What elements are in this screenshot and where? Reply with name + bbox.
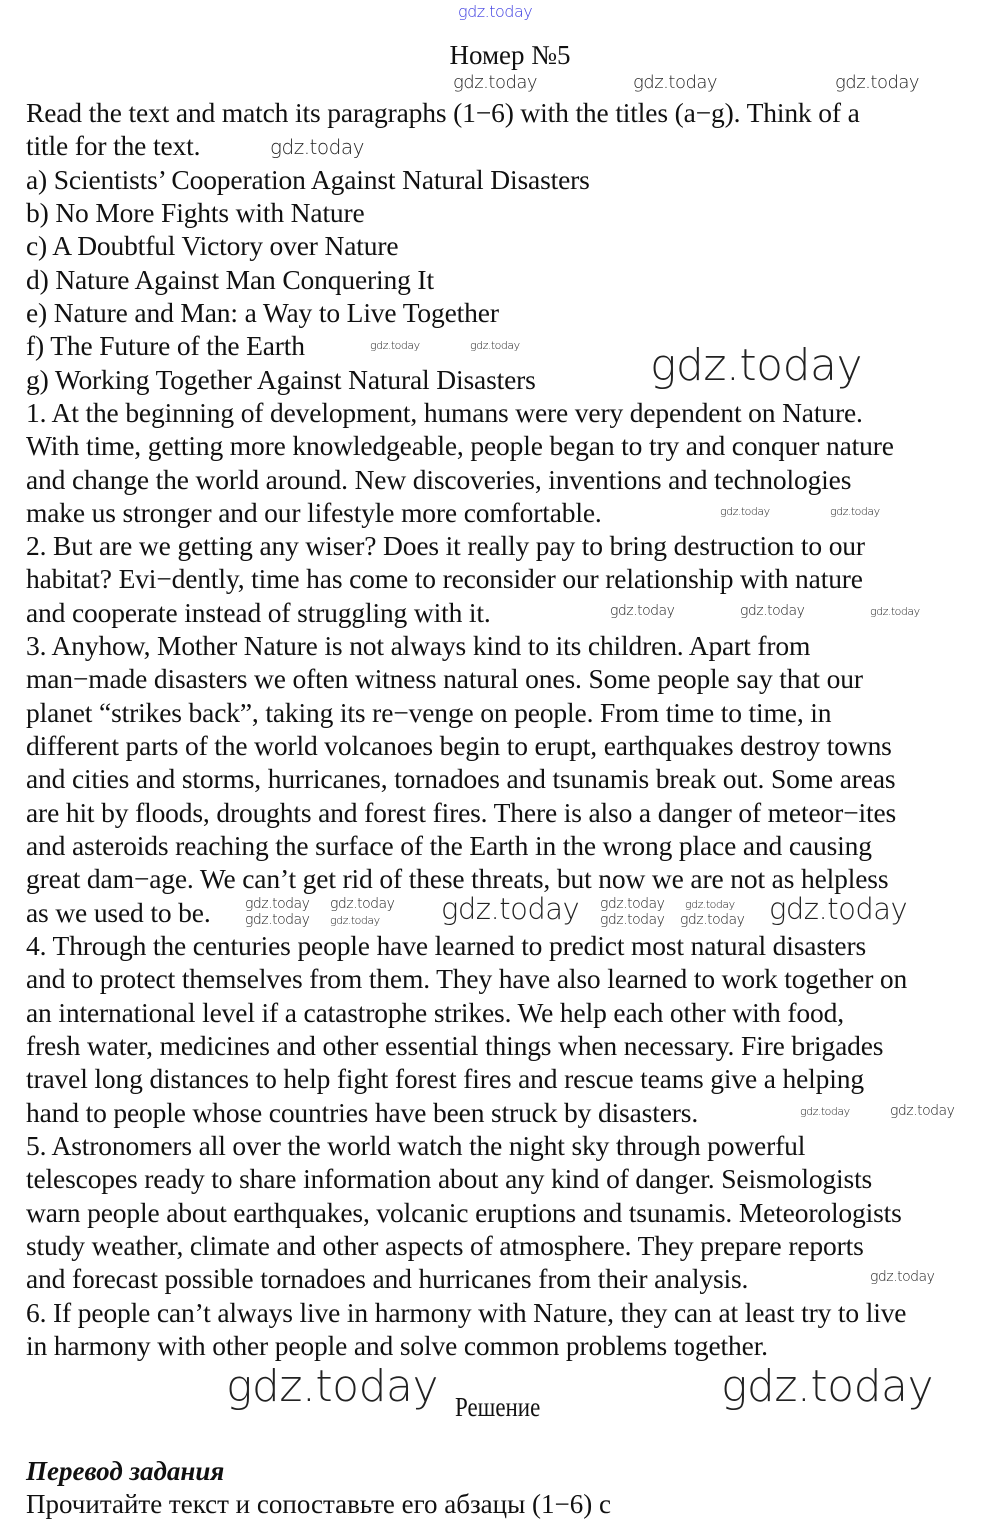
text-line: warn people about earthquakes, volcanic eruptions and tsunamis. Meteorologists <box>26 1196 902 1228</box>
text-line: 5. Astronomers all over the world watch the night sky through powerful <box>26 1129 806 1161</box>
watermark: gdz.today <box>721 1361 934 1412</box>
text-line: study weather, climate and other aspects of atmosphere. They prepare reports <box>26 1229 864 1261</box>
text-line: make us stronger and our lifestyle more comfortable. <box>26 496 602 528</box>
text-line: and change the world around. New discoveries, inventions and technologies <box>26 463 852 495</box>
watermark: gdz.today <box>830 505 880 518</box>
text-line: hand to people whose countries have been struck by disasters. <box>26 1096 699 1128</box>
text-line: a) Scientists’ Cooperation Against Natural Disasters <box>26 163 590 195</box>
watermark: gdz.today <box>870 1269 935 1285</box>
translation-heading: Перевод задания <box>26 1456 225 1486</box>
text-line: in harmony with other people and solve common problems together. <box>26 1329 768 1361</box>
watermark: gdz.today <box>270 135 364 159</box>
text-line: d) Nature Against Man Conquering It <box>26 263 434 295</box>
watermark: gdz.today <box>245 896 310 912</box>
watermark-link[interactable]: gdz.today <box>458 2 533 21</box>
watermark: gdz.today <box>870 605 920 618</box>
text-line: travel long distances to help fight forest fires and rescue teams give a helping <box>26 1063 864 1095</box>
watermark: gdz.today <box>720 505 770 518</box>
watermark: gdz.today <box>680 912 745 928</box>
watermark: gdz.today <box>470 339 520 352</box>
watermark: gdz.today <box>226 1361 439 1412</box>
text-line: planet “strikes back”, taking its re−venge on people. From time to time, in <box>26 696 832 728</box>
text-line: With time, getting more knowledgeable, people began to try and conquer nature <box>26 430 894 462</box>
text-line: b) No More Fights with Nature <box>26 196 365 228</box>
text-line: an international level if a catastrophe strikes. We help each other with food, <box>26 996 844 1028</box>
text-line: 3. Anyhow, Mother Nature is not always kind to its children. Apart from <box>26 630 811 662</box>
watermark: gdz.today <box>890 1103 955 1119</box>
watermark: gdz.today <box>370 339 420 352</box>
text-line: and to protect themselves from them. They have also learned to work together on <box>26 963 908 995</box>
text-line: man−made disasters we often witness natural ones. Some people say that our <box>26 663 863 695</box>
text-line: different parts of the world volcanoes begin to erupt, earthquakes destroy towns <box>26 730 892 762</box>
text-line: 4. Through the centuries people have learned to predict most natural disasters <box>26 930 867 961</box>
solution-label: Решение <box>455 1392 541 1422</box>
text-line: great dam−age. We can’t get rid of these threats, but now we are not as helpless <box>26 863 889 895</box>
watermark: gdz.today <box>600 896 665 912</box>
watermark: gdz.today <box>740 603 805 619</box>
text-line: c) A Doubtful Victory over Nature <box>26 230 399 262</box>
text-line: habitat? Evi−dently, time has come to reconsider our relationship with nature <box>26 563 863 595</box>
text-line: and forecast possible tornadoes and hurricanes from their analysis. <box>26 1263 749 1295</box>
watermark: gdz.today <box>330 896 395 912</box>
page-title: Номер №5 <box>449 40 571 70</box>
watermark: gdz.today <box>600 912 665 928</box>
text-line: 1. At the beginning of development, humans were very dependent on Nature. <box>26 396 863 428</box>
text-line: fresh water, medicines and other essential things when necessary. Fire brigades <box>26 1029 884 1061</box>
text-line: Read the text and match its paragraphs (1−6) with the titles (a−g). Think of a <box>26 97 860 128</box>
watermark: gdz.today <box>633 72 718 93</box>
text-line: title for the text. <box>26 130 201 162</box>
text-line: f) The Future of the Earth <box>26 330 305 362</box>
watermark: gdz.today <box>769 892 908 926</box>
watermark: gdz.today <box>835 72 920 93</box>
translation-text: Прочитайте текст и сопоставьте его абзацы (1−6) с <box>26 1489 611 1519</box>
text-line: telescopes ready to share information about any kind of danger. Seismologists <box>26 1163 873 1195</box>
watermark: gdz.today <box>245 912 310 928</box>
watermark: gdz.today <box>685 898 735 911</box>
text-line: and cities and storms, hurricanes, tornadoes and tsunamis break out. Some areas <box>26 763 896 795</box>
watermark: gdz.today <box>453 72 538 93</box>
watermark: gdz.today <box>610 603 675 619</box>
text-line: as we used to be. <box>26 896 211 928</box>
watermark: gdz.today <box>800 1105 850 1118</box>
watermark: gdz.today <box>330 914 380 927</box>
text-line: g) Working Together Against Natural Disasters <box>26 363 536 395</box>
text-line: 6. If people can’t always live in harmony with Nature, they can at least try to live <box>26 1296 907 1328</box>
watermark: gdz.today <box>650 340 863 391</box>
text-line: e) Nature and Man: a Way to Live Together <box>26 296 499 328</box>
text-line: 2. But are we getting any wiser? Does it really pay to bring destruction to our <box>26 530 865 562</box>
text-line: and cooperate instead of struggling with it. <box>26 596 491 628</box>
text-line: and asteroids reaching the surface of the Earth in the wrong place and causing <box>26 830 872 862</box>
watermark: gdz.today <box>441 892 580 926</box>
text-line: are hit by floods, droughts and forest fires. There is also a danger of meteor−ites <box>26 796 897 828</box>
